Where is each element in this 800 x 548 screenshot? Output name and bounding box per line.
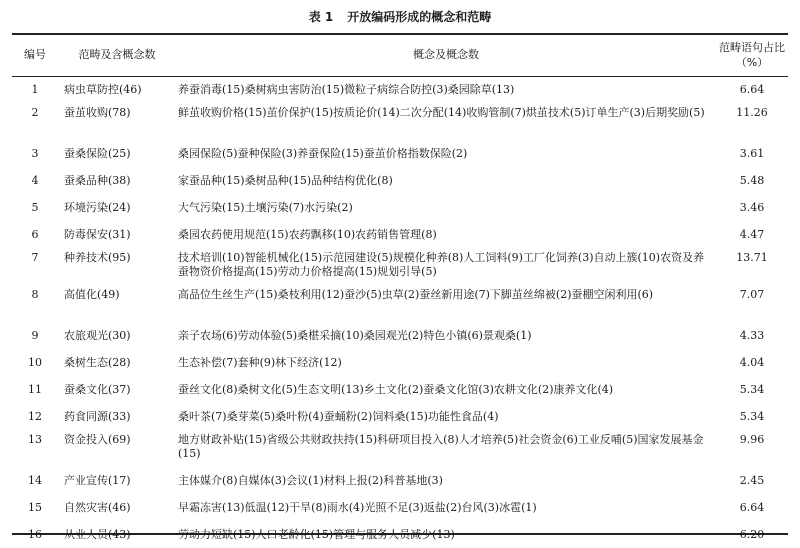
row-id: 14 (28, 474, 42, 487)
row-ratio: 3.46 (739, 201, 765, 214)
row-ratio: 11.26 (736, 106, 768, 119)
row-category: 资金投入(69) (64, 433, 131, 446)
table-row (12, 521, 788, 548)
table-header-row (12, 34, 788, 76)
row-id: 1 (31, 83, 39, 96)
header-ratio (716, 34, 788, 76)
row-id: 2 (31, 106, 39, 119)
row-category: 从业人员(43) (64, 528, 131, 541)
table-row (12, 221, 788, 248)
row-category: 产业宣传(17) (64, 474, 131, 487)
row-concepts: 蚕丝文化(8)桑树文化(5)生态文明(13)乡土文化(2)蚕桑文化馆(3)农耕文化(2)康养文化(4) (178, 383, 614, 396)
row-ratio: 7.07 (739, 288, 765, 301)
row-id: 13 (28, 433, 42, 446)
table-number: 表 1 (308, 10, 334, 24)
table-row (12, 285, 788, 322)
table-row (12, 349, 788, 376)
row-concepts: 桑园农药使用规范(15)农药飘移(10)农药销售管理(8) (178, 228, 437, 241)
row-id: 16 (28, 528, 42, 541)
table-row (12, 403, 788, 430)
row-id: 9 (31, 329, 39, 342)
table-row (12, 76, 788, 103)
row-ratio: 3.61 (739, 147, 765, 160)
row-concepts: 桑园保险(5)蚕种保险(3)养蚕保险(15)蚕茧价格指数保险(2) (178, 147, 468, 160)
row-category: 蚕桑保险(25) (64, 147, 131, 160)
table-row (12, 494, 788, 521)
concept-table (12, 34, 788, 548)
row-ratio: 4.33 (739, 329, 765, 342)
row-concepts: 技术培训(10)智能机械化(15)示范园建设(5)规模化种养(8)人工饲料(9)工厂化饲养(3)自动上簇(10)农资及养蚕物资价格提高(15)劳动力价格提高(15)规划引导(5) (178, 251, 705, 278)
table-row (12, 103, 788, 140)
row-id: 12 (28, 410, 42, 423)
row-ratio: 6.20 (739, 528, 765, 541)
row-concepts: 养蚕消毒(15)桑树病虫害防治(15)微粒子病综合防控(3)桑园除草(13) (178, 83, 515, 96)
row-concepts: 早霜冻害(13)低温(12)干旱(8)雨水(4)光照不足(3)返盐(2)台风(3)冰雹(1) (178, 501, 537, 514)
row-id: 7 (31, 251, 39, 264)
row-id: 4 (31, 174, 39, 187)
row-id: 8 (31, 288, 39, 301)
row-concepts: 主体媒介(8)自媒体(3)会议(1)材料上报(2)科普基地(3) (178, 474, 443, 487)
row-ratio: 4.04 (739, 356, 765, 369)
header-id: 编号 (24, 48, 46, 61)
row-category: 农旅观光(30) (64, 329, 131, 342)
row-id: 6 (31, 228, 39, 241)
row-ratio: 5.48 (739, 174, 765, 187)
table-row (12, 430, 788, 467)
table-row (12, 194, 788, 221)
row-concepts: 鲜茧收购价格(15)茧价保护(15)按质论价(14)二次分配(14)收购管制(7)烘茧技术(5)订单生产(3)后期奖励(5) (178, 106, 705, 119)
row-ratio: 6.64 (739, 83, 765, 96)
row-ratio: 5.34 (739, 410, 765, 423)
row-concepts: 劳动力短缺(15)人口老龄化(15)管理与服务人员减少(13) (178, 528, 455, 541)
row-ratio: 6.64 (739, 501, 765, 514)
table-title (0, 8, 800, 25)
row-ratio: 2.45 (739, 474, 765, 487)
row-category: 药食同源(33) (64, 410, 131, 423)
row-concepts: 地方财政补贴(15)省级公共财政扶持(15)科研项目投入(8)人才培养(5)社会资金(6)工业反哺(5)国家发展基金(15) (178, 433, 704, 460)
header-ratio-line2: （%） (735, 56, 769, 69)
header-concepts: 概念及概念数 (413, 48, 479, 61)
table-row (12, 376, 788, 403)
row-id: 5 (31, 201, 39, 214)
row-concepts: 亲子农场(6)劳动体验(5)桑椹采摘(10)桑园观光(2)特色小镇(6)景观桑(1) (178, 329, 532, 342)
header-category: 范畴及含概念数 (78, 48, 156, 61)
row-id: 10 (28, 356, 42, 369)
row-ratio: 5.34 (739, 383, 765, 396)
row-category: 蚕茧收购(78) (64, 106, 131, 119)
table-row (12, 140, 788, 167)
row-ratio: 4.47 (739, 228, 765, 241)
row-category: 环境污染(24) (64, 201, 131, 214)
row-category: 蚕桑文化(37) (64, 383, 131, 396)
row-category: 防毒保安(31) (64, 228, 131, 241)
row-concepts: 高品位生丝生产(15)桑枝利用(12)蚕沙(5)虫草(2)蚕丝新用途(7)下脚茧丝绵被(2)蚕棚空闲利用(6) (178, 288, 654, 301)
table-row (12, 467, 788, 494)
row-concepts: 家蚕品种(15)桑树品种(15)品种结构优化(8) (178, 174, 393, 187)
row-category: 病虫草防控(46) (64, 83, 142, 96)
table-caption: 开放编码形成的概念和范畴 (347, 10, 492, 24)
table-row (12, 167, 788, 194)
row-ratio: 13.71 (736, 251, 768, 264)
row-category: 自然灾害(46) (64, 501, 131, 514)
table-row (12, 322, 788, 349)
row-concepts: 大气污染(15)土壤污染(7)水污染(2) (178, 201, 353, 214)
row-id: 11 (28, 383, 42, 396)
table-row (12, 248, 788, 285)
header-ratio-line1: 范畴语句占比 (719, 41, 785, 54)
row-concepts: 桑叶茶(7)桑芽菜(5)桑叶粉(4)蚕蛹粉(2)饲料桑(15)功能性食品(4) (178, 410, 499, 423)
row-ratio: 9.96 (739, 433, 765, 446)
row-category: 蚕桑品种(38) (64, 174, 131, 187)
row-category: 种养技术(95) (64, 251, 131, 264)
row-id: 15 (28, 501, 42, 514)
row-id: 3 (31, 147, 39, 160)
row-concepts: 生态补偿(7)套种(9)林下经济(12) (178, 356, 342, 369)
row-category: 桑树生态(28) (64, 356, 131, 369)
row-category: 高值化(49) (64, 288, 120, 301)
